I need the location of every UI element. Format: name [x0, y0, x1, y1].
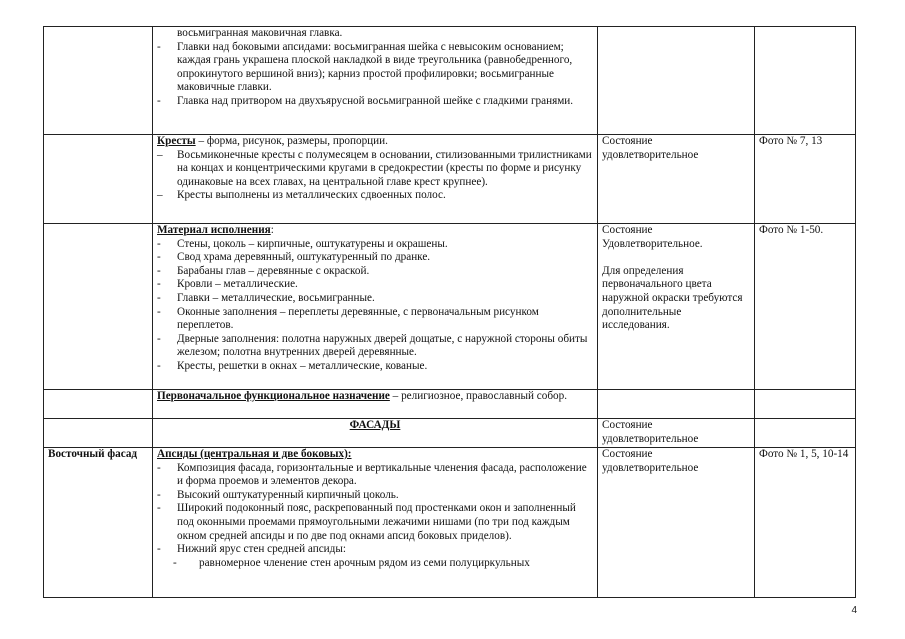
- cell-photo: [755, 448, 856, 598]
- state-text: Удовлетворительное.: [602, 237, 703, 250]
- spacer: [602, 251, 750, 265]
- section-title: Кресты: [157, 135, 196, 147]
- list-item: - Кресты, решетки в окнах – металлические, кованые.: [157, 359, 428, 372]
- cell-element: [44, 224, 153, 390]
- table-row: [44, 419, 856, 448]
- list-item: - Свод храма деревянный, оштукатуренный по дранке.: [157, 251, 431, 264]
- page-number: 4: [851, 605, 857, 616]
- cell-description: [153, 419, 598, 448]
- cell-element: [44, 419, 153, 448]
- state-text: Состояние удовлетворительное: [602, 135, 699, 161]
- list-item: - Главки – металлические, восьмигранные.: [157, 291, 375, 304]
- state-text: Состояние удовлетворительное: [602, 448, 699, 474]
- list-item: - Стены, цоколь – кирпичные, оштукатурены и окрашены.: [157, 237, 448, 250]
- continuation-line: восьмигранная маковичная главка.: [177, 27, 343, 39]
- table-row: [44, 224, 856, 390]
- cell-element: [44, 448, 153, 598]
- state-text: Состояние удовлетворительное: [602, 419, 699, 445]
- section-title: Материал исполнения: [157, 224, 271, 236]
- table-row: [44, 448, 856, 598]
- cell-state: [598, 27, 755, 135]
- section-title: Апсиды (центральная и две боковых):: [157, 448, 352, 460]
- cell-state: [598, 419, 755, 448]
- facades-heading: ФАСАДЫ: [349, 419, 401, 431]
- sub-list-item: - равномерное членение стен арочным рядом из семи полуциркульных: [173, 556, 530, 569]
- list-item: – Восьмиконечные кресты с полумесяцем в основании, стилизованными трилистниками на концах и концентрическими кругами в средокрестии (кресты по форме и рисунку одинаковые на всех главах, на центральной главе крест крупнее).: [157, 148, 592, 188]
- list-item: - Композиция фасада, горизонтальные и вертикальные членения фасада, расположение и форма проемов и элементов декора.: [157, 461, 587, 488]
- list-item: - Нижний ярус стен средней апсиды:: [157, 543, 346, 556]
- cell-photo: [755, 224, 856, 390]
- list-item: – Кресты выполнены из металлических сдвоенных полос.: [157, 189, 446, 202]
- table-row: [44, 390, 856, 419]
- list-item: - Оконные заполнения – переплеты деревянные, с первоначальным рисунком переплетов.: [157, 305, 539, 332]
- photo-ref: Фото № 1, 5, 10-14: [759, 448, 849, 460]
- photo-ref: Фото № 7, 13: [759, 135, 823, 147]
- cell-state: [598, 135, 755, 224]
- cell-description: [153, 448, 598, 598]
- cell-state: [598, 390, 755, 419]
- cell-photo: [755, 390, 856, 419]
- cell-element: [44, 135, 153, 224]
- cell-description: Кресты – форма, рисунок, размеры, пропорции. – Восьмиконечные кресты с полумесяцем в основании, стилизованными трилистниками на концах и концентрическими кругами в средокрестии (кресты по форме и рисунку одинаковые на всех главах, на центральной главе крест крупнее). – Кресты выполнены из металлических сдвоенных полос.: [153, 135, 598, 224]
- cell-photo: [755, 419, 856, 448]
- cell-description: [153, 27, 598, 135]
- state-note: Для определения первоначального цвета наружной окраски требуются дополнительные исследования.: [602, 264, 743, 332]
- photo-ref: Фото № 1-50.: [759, 224, 824, 236]
- cell-description: Первоначальное функциональное назначение – религиозное, православный собор.: [153, 390, 598, 419]
- list-item: - Широкий подоконный пояс, раскрепованный под простенками окон и заполненный под оконными проемами прямоугольными лежачими нишами (по три под каждым окном средней апсиды и по две под окнами апсид боковых приделов).: [157, 502, 576, 542]
- table-row: [44, 27, 856, 135]
- section-title: Первоначальное функциональное назначение: [157, 390, 390, 402]
- description-table: [43, 26, 856, 598]
- cell-element: [44, 390, 153, 419]
- list-item: - Кровли – металлические.: [157, 278, 298, 291]
- table-row: [44, 135, 856, 224]
- cell-description: Материал исполнения: - Стены, цоколь – кирпичные, оштукатурены и окрашены. - Свод храма деревянный, оштукатуренный по дранке. - Барабаны глав – деревянные с окраской. - Кровли – металлические. - Главки – металлические, восьмигранные. - Оконные заполнения – переплеты деревянные, с первоначальным рисунком переплетов. - Дверные заполнения: полотна наружных дверей дощатые, с наружной стороны обиты железом; полотна внутренних дверей деревянные. - Кресты, решетки в окнах – металлические, кованые.: [153, 224, 598, 390]
- cell-state: [598, 448, 755, 598]
- list-item: - Дверные заполнения: полотна наружных дверей дощатые, с наружной стороны обиты железом; полотна внутренних дверей деревянные.: [157, 332, 588, 359]
- cell-photo: [755, 135, 856, 224]
- cell-element: [44, 27, 153, 135]
- list-item: - Главки над боковыми апсидами: восьмигранная шейка с невысоким основанием; каждая грань украшена плоской накладкой в виде треугольника (равнобедренного, опрокинутого вершиной вниз); карниз простой профилировки; восьмигранные маковичные главки.: [157, 40, 573, 94]
- state-text: Состояние: [602, 224, 653, 236]
- facade-label: Восточный фасад: [48, 448, 138, 460]
- list-item: - Главка над притвором на двухъярусной восьмигранной шейке с гладкими гранями.: [157, 94, 574, 107]
- cell-state: [598, 224, 755, 390]
- list-item: - Барабаны глав – деревянные с окраской.: [157, 264, 370, 277]
- list-item: - Высокий оштукатуренный кирпичный цоколь.: [157, 488, 399, 501]
- cell-photo: [755, 27, 856, 135]
